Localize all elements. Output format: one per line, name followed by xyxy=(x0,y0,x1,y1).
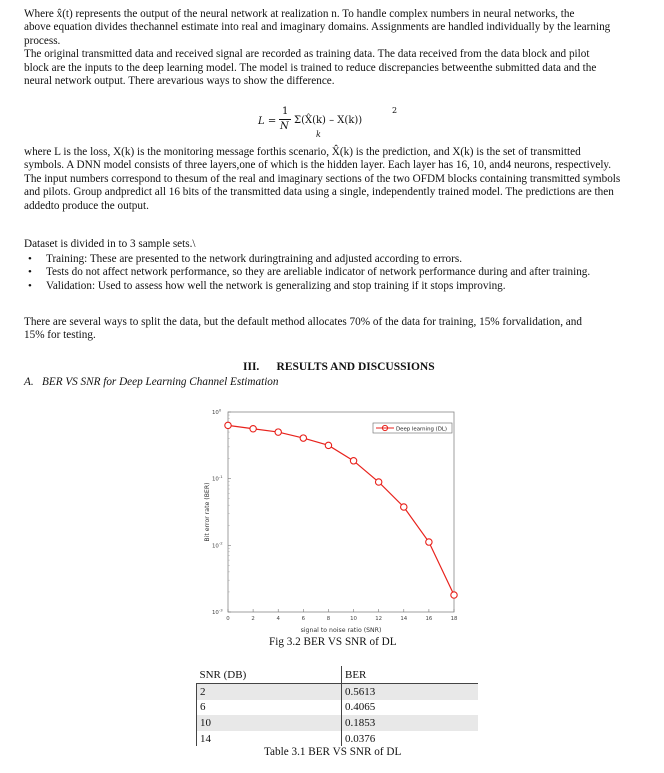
table-cell: 0.0376 xyxy=(342,731,479,747)
ber-vs-snr-chart xyxy=(196,408,472,638)
text-line: There are several ways to split the data, but the default method allocates 70% of the data for training, 15% forvalidation, and xyxy=(24,316,582,328)
table-cell: 14 xyxy=(197,731,342,747)
data-point xyxy=(250,426,256,432)
table-cell: 6 xyxy=(197,700,342,716)
x-tick-label: 0 xyxy=(226,616,230,622)
formula-subscript: k xyxy=(316,130,321,139)
legend xyxy=(373,423,452,433)
dataset-bullet-list xyxy=(24,253,644,293)
text-line: and pilots. Group andpredict all 16 bits of the transmitted data using a single, independently trained model. The predictions are then xyxy=(24,186,614,199)
table-cell: 0.1853 xyxy=(342,715,479,731)
data-point xyxy=(350,458,356,464)
y-tick-exponent: -2 xyxy=(218,540,223,546)
data-point xyxy=(225,422,231,428)
y-tick-label: $10^0$ xyxy=(212,408,222,416)
text-line: above equation divides thechannel estimate into real and imaginary domains. Assignments are handled individually by the learning xyxy=(24,21,611,34)
x-tick-label: 6 xyxy=(301,616,306,622)
data-point xyxy=(401,504,407,510)
table-cell: 0.4065 xyxy=(342,700,479,716)
text-line: where L is the loss, X(k) is the monitoring message forthis scenario, X̂(k) is the prediction, and X(k) is the set of transmitted xyxy=(24,146,581,158)
data-point xyxy=(375,479,381,485)
text-line: 15% for testing. xyxy=(24,329,96,342)
subsection-heading: A. BER VS SNR for Deep Learning Channel Estimation xyxy=(24,376,279,388)
x-tick-label: 8 xyxy=(326,616,331,622)
x-tick-label: 10 xyxy=(350,616,357,622)
formula-lhs: L = xyxy=(258,116,277,127)
x-tick-label: 4 xyxy=(276,616,280,622)
y-tick-label: $10^{-1}$ xyxy=(212,474,223,483)
where-paragraph xyxy=(24,146,646,213)
table-row xyxy=(197,700,479,716)
table-row xyxy=(197,684,479,700)
fraction-bar xyxy=(279,119,291,120)
intro-paragraph xyxy=(24,8,646,88)
table-row xyxy=(197,731,479,747)
table-header-ber: BER xyxy=(342,666,479,684)
x-tick-label: 18 xyxy=(450,616,458,622)
text-line: The input numbers correspond to thesum of the real and imaginary sections of the two OFDM blocks containing transmitted symbols xyxy=(24,172,621,185)
data-point xyxy=(325,442,331,448)
bullet-validation: • Validation: Used to assess how well the network is generalizing and stop training if it stops improving. xyxy=(24,280,644,293)
plot-area xyxy=(228,412,454,612)
y-tick-exponent: 0 xyxy=(218,408,222,413)
table-row xyxy=(197,715,479,731)
text-line: process. xyxy=(24,34,61,47)
figure-caption: Fig 3.2 BER VS SNR of DL xyxy=(269,636,397,648)
formula-numerator: 1 xyxy=(282,106,289,117)
split-paragraph xyxy=(24,316,646,343)
x-axis-label: signal to noise ratio (SNR) xyxy=(300,627,382,634)
y-tick-label: $10^{-2}$ xyxy=(212,540,223,550)
formula-sum: Σ(X̂(k) – X(k)) xyxy=(294,115,363,126)
table-header-snr: SNR (DB) xyxy=(199,668,247,681)
y-tick-label: $10^{-3}$ xyxy=(212,607,223,616)
table-caption: Table 3.1 BER VS SNR of DL xyxy=(264,746,402,758)
bullet-tests: • Tests do not affect network performance, so they are areliable indicator of network performance during and after training. xyxy=(24,266,644,279)
text-line: addedto produce the output. xyxy=(24,199,149,212)
legend-label: Deep learning (DL) xyxy=(396,426,447,433)
dataset-line: Dataset is divided in to 3 sample sets.\ xyxy=(24,238,196,250)
ber-table xyxy=(196,666,478,746)
bullet-training: • Training: These are presented to the network duringtraining and adjusted according to errors. xyxy=(24,253,644,266)
y-axis-label: Bit error rate (BER) xyxy=(204,482,211,542)
formula-denominator: N xyxy=(280,121,289,132)
text-line: block are the inputs to the deep learning model. The model is trained to reduce discrepancies betweenthe submitted data and the xyxy=(24,61,597,74)
section-heading: III. RESULTS AND DISCUSSIONS xyxy=(243,361,435,373)
text-line: neural network output. There arevarious ways to show the difference. xyxy=(24,75,335,88)
x-tick-label: 12 xyxy=(375,616,383,622)
y-tick-exponent: -3 xyxy=(218,607,223,613)
data-point xyxy=(300,435,306,441)
table-cell: 10 xyxy=(197,715,342,731)
x-tick-label: 2 xyxy=(251,616,255,622)
loss-formula xyxy=(258,102,418,144)
table-cell: 2 xyxy=(197,684,342,700)
table-cell: 0.5613 xyxy=(342,684,479,700)
data-point xyxy=(451,592,457,598)
text-line: The original transmitted data and received signal are recorded as training data. The data received from the data block and pilot xyxy=(24,48,590,61)
formula-exponent: 2 xyxy=(392,106,398,115)
data-point xyxy=(275,429,281,435)
x-tick-label: 14 xyxy=(400,616,408,622)
y-tick-exponent: -1 xyxy=(218,474,223,480)
x-tick-label: 16 xyxy=(425,616,433,622)
text-line: symbols. A DNN model consists of three layers,one of which is the hidden layer. Each layer has 16, 10, and4 neurons, respectively. xyxy=(24,159,612,172)
text-line: Where x̂(t) represents the output of the neural network at realization n. To handle complex numbers in neural networks, the xyxy=(24,8,575,20)
data-point xyxy=(426,539,432,545)
